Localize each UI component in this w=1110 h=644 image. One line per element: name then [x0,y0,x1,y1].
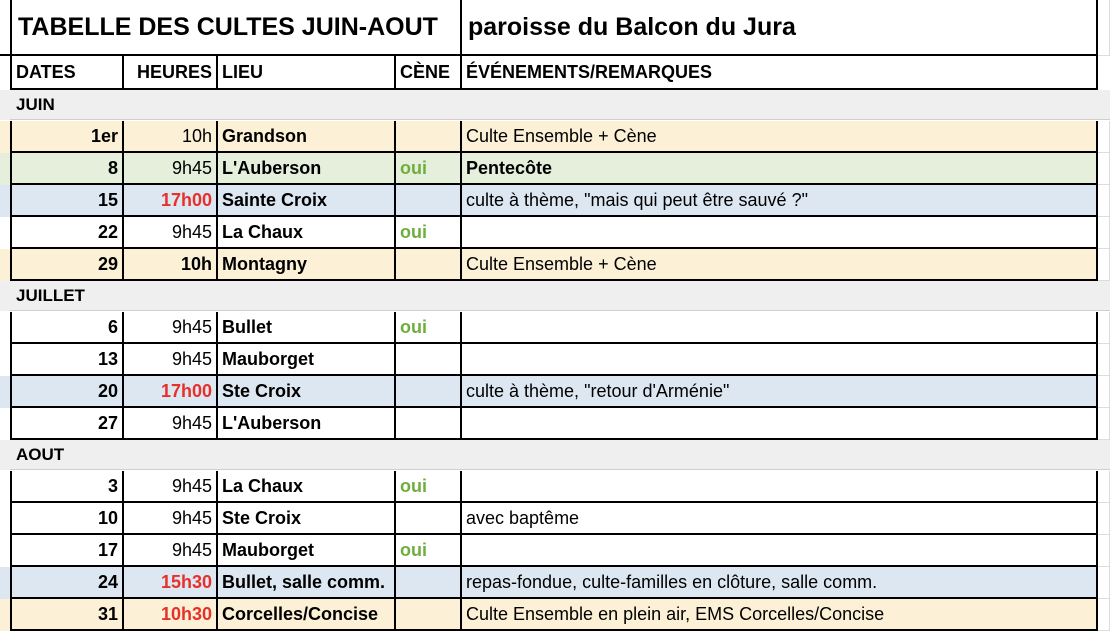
location-cell[interactable]: Bullet [218,312,396,344]
table-row [0,535,1110,567]
table-row [0,567,1110,599]
remarks-cell[interactable] [462,344,1098,376]
time-cell[interactable]: 10h [124,249,218,281]
spare-cell [1098,408,1110,440]
remarks-cell[interactable]: Culte Ensemble + Cène [462,249,1098,281]
table-row [0,217,1110,249]
date-cell[interactable]: 27 [10,408,124,440]
remarks-cell[interactable]: culte à thème, "mais qui peut être sauvé ?" [462,185,1098,217]
time-cell[interactable]: 9h45 [124,344,218,376]
location-cell[interactable]: Corcelles/Concise [218,599,396,631]
time-cell[interactable]: 9h45 [124,471,218,503]
remarks-cell[interactable] [462,535,1098,567]
table-row [0,599,1110,631]
date-cell[interactable]: 13 [10,344,124,376]
time-cell[interactable]: 10h [124,121,218,153]
location-cell[interactable]: Sainte Croix [218,185,396,217]
title-row [0,0,1110,56]
spare-cell [1098,217,1110,249]
cene-cell[interactable]: oui [396,312,462,344]
time-cell[interactable]: 9h45 [124,153,218,185]
spare-cell [1098,185,1110,217]
section-row [0,440,1110,470]
date-cell[interactable]: 1er [10,121,124,153]
date-cell[interactable]: 24 [10,567,124,599]
header-cene[interactable]: CÈNE [396,56,462,90]
section-label[interactable]: JUIN [10,90,1110,120]
location-cell[interactable]: L'Auberson [218,153,396,185]
cene-cell[interactable] [396,344,462,376]
remarks-cell[interactable]: repas-fondue, culte-familles en clôture, salle comm. [462,567,1098,599]
spare-cell [1098,344,1110,376]
spare-cell [1098,121,1110,153]
table-row [0,376,1110,408]
remarks-cell[interactable] [462,408,1098,440]
remarks-cell[interactable] [462,471,1098,503]
cene-cell[interactable] [396,503,462,535]
parish-name[interactable]: paroisse du Balcon du Jura [462,0,1098,56]
remarks-cell[interactable]: Pentecôte [462,153,1098,185]
time-cell[interactable]: 15h30 [124,567,218,599]
cene-cell[interactable]: oui [396,535,462,567]
cene-cell[interactable] [396,249,462,281]
date-cell[interactable]: 3 [10,471,124,503]
time-cell[interactable]: 9h45 [124,408,218,440]
location-cell[interactable]: Montagny [218,249,396,281]
header-heures[interactable]: HEURES [124,56,218,90]
table-row [0,153,1110,185]
date-cell[interactable]: 31 [10,599,124,631]
location-cell[interactable]: Bullet, salle comm. [218,567,396,599]
cene-cell[interactable] [396,376,462,408]
spare-cell [1098,599,1110,631]
time-cell[interactable]: 10h30 [124,599,218,631]
location-cell[interactable]: Grandson [218,121,396,153]
table-row [0,249,1110,281]
remarks-cell[interactable]: Culte Ensemble en plein air, EMS Corcelles/Concise [462,599,1098,631]
remarks-cell[interactable] [462,312,1098,344]
header-row [0,56,1110,90]
time-cell[interactable]: 9h45 [124,503,218,535]
date-cell[interactable]: 20 [10,376,124,408]
header-dates[interactable]: DATES [10,56,124,90]
table-row [0,408,1110,440]
date-cell[interactable]: 10 [10,503,124,535]
remarks-cell[interactable]: Culte Ensemble + Cène [462,121,1098,153]
table-row [0,121,1110,153]
cene-cell[interactable]: oui [396,217,462,249]
table-row [0,312,1110,344]
header-lieu[interactable]: LIEU [218,56,396,90]
cene-cell[interactable] [396,567,462,599]
cene-cell[interactable] [396,185,462,217]
section-label[interactable]: AOUT [10,440,1110,470]
spare-cell [1098,503,1110,535]
remarks-cell[interactable]: avec baptême [462,503,1098,535]
table-row [0,503,1110,535]
date-cell[interactable]: 22 [10,217,124,249]
time-cell[interactable]: 9h45 [124,312,218,344]
table-row [0,344,1110,376]
remarks-cell[interactable] [462,217,1098,249]
table-row [0,185,1110,217]
location-cell[interactable]: La Chaux [218,217,396,249]
location-cell[interactable]: Mauborget [218,344,396,376]
remarks-cell[interactable]: culte à thème, "retour d'Arménie" [462,376,1098,408]
cene-cell[interactable] [396,599,462,631]
spare-cell [1098,153,1110,185]
spare-cell [1098,471,1110,503]
location-cell[interactable]: Ste Croix [218,503,396,535]
section-row [0,90,1110,120]
table-row [0,471,1110,503]
location-cell[interactable]: L'Auberson [218,408,396,440]
spare-cell [1098,567,1110,599]
location-cell[interactable]: Ste Croix [218,376,396,408]
date-cell[interactable]: 17 [10,535,124,567]
date-cell[interactable]: 6 [10,312,124,344]
section-row [0,281,1110,311]
cene-cell[interactable]: oui [396,153,462,185]
spare-cell [1098,376,1110,408]
cene-cell[interactable]: oui [396,471,462,503]
time-cell[interactable]: 9h45 [124,535,218,567]
date-cell[interactable]: 15 [10,185,124,217]
spare-cell [1098,249,1110,281]
location-cell[interactable]: Mauborget [218,535,396,567]
time-cell[interactable]: 17h00 [124,185,218,217]
spare-cell [1098,535,1110,567]
location-cell[interactable]: La Chaux [218,471,396,503]
time-cell[interactable]: 17h00 [124,376,218,408]
time-cell[interactable]: 9h45 [124,217,218,249]
date-cell[interactable]: 29 [10,249,124,281]
section-label[interactable]: JUILLET [10,281,1110,311]
cene-cell[interactable] [396,408,462,440]
date-cell[interactable]: 8 [10,153,124,185]
cene-cell[interactable] [396,121,462,153]
sheet-title[interactable]: TABELLE DES CULTES JUIN-AOUT [10,0,462,56]
spare-cell [1098,312,1110,344]
header-evenements[interactable]: ÉVÉNEMENTS/REMARQUES [462,56,1098,90]
